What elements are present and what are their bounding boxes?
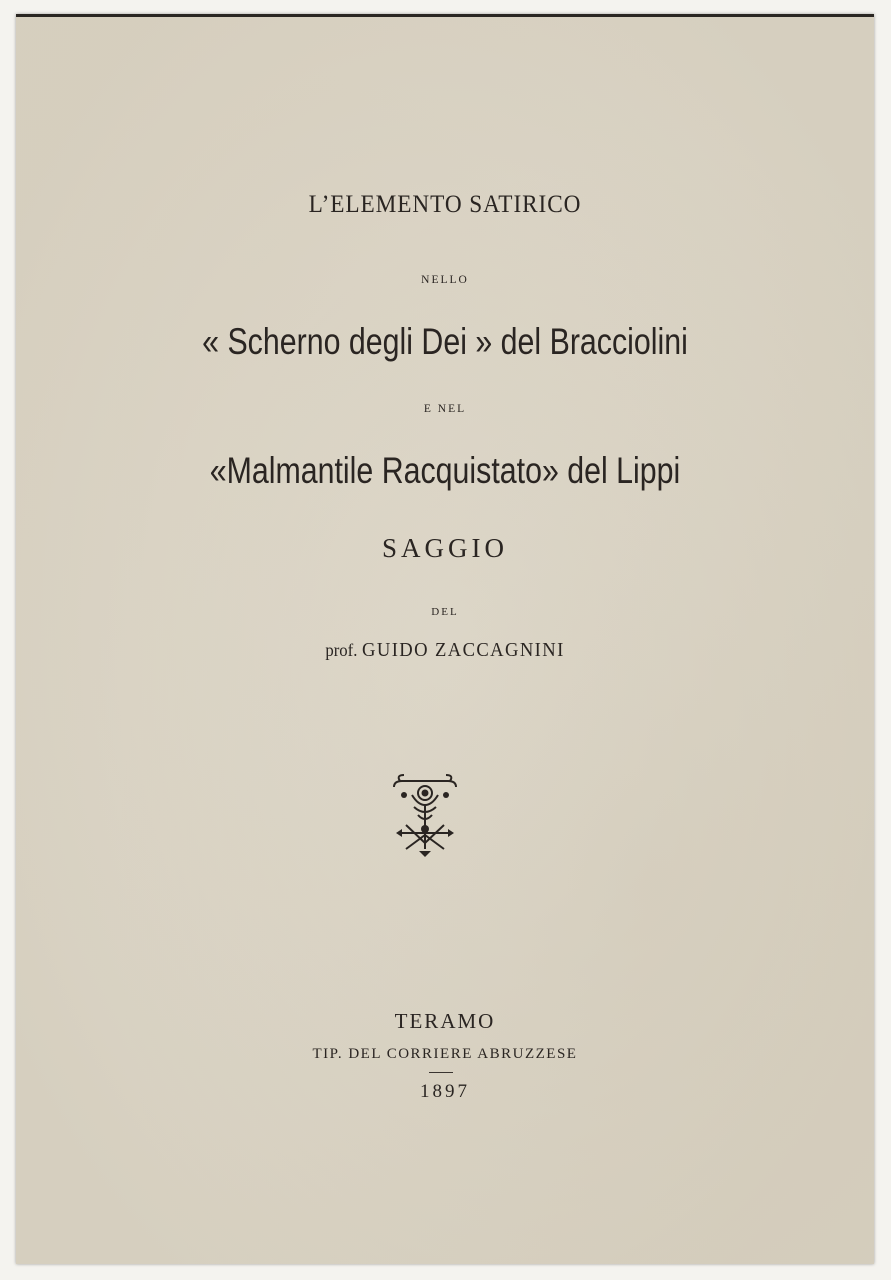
imprint-divider [429,1072,453,1073]
title-line-scherno: « Scherno degli Dei » del Bracciolini [202,321,688,362]
title-line-malmantile: «Malmantile Racquistato» del Lippi [209,450,681,491]
printer-ornament-icon [390,773,460,857]
title-line-e-nel: E NEL [423,403,467,415]
title-line-saggio: SAGGIO [381,533,508,563]
imprint-year: 1897 [420,1081,470,1102]
title-line-del: DEL [431,606,459,618]
author-name: GUIDO ZACCAGNINI [362,639,565,661]
title-line-elemento: L’ELEMENTO SATIRICO [308,191,582,218]
imprint-printer: TIP. DEL CORRIERE ABRUZZESE [312,1046,578,1062]
author-line [46,639,844,662]
title-page [16,14,874,1264]
imprint-city: TERAMO [394,1009,496,1033]
title-line-nello: NELLO [421,274,469,286]
author-prefix: prof. [325,640,358,660]
